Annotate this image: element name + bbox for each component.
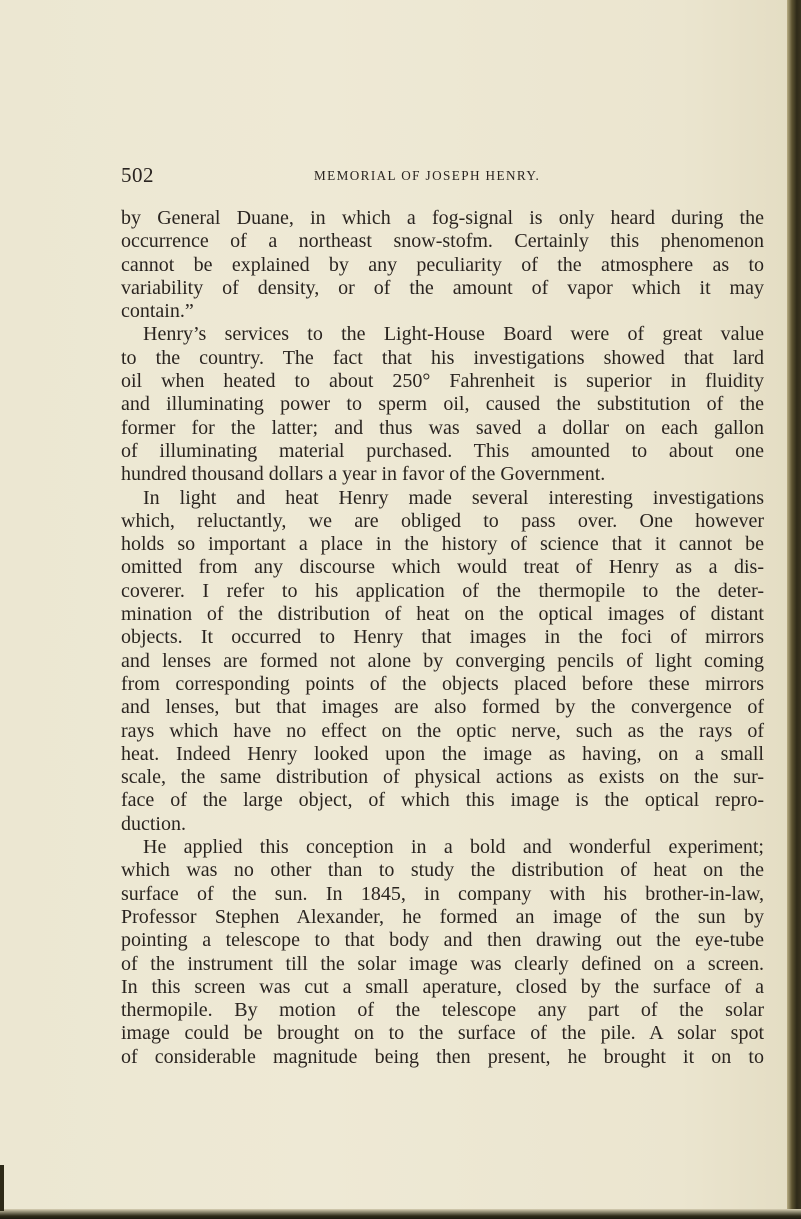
page-corner-shadow [0,1165,4,1211]
text-line: of considerable magnitude being then present, he brought it on to [121,1045,764,1068]
running-head: MEMORIAL OF JOSEPH HENRY. [314,168,541,183]
text-line: thermopile. By motion of the telescope any part of the solar [121,999,764,1022]
text-line: In light and heat Henry made several interesting investigations [143,486,764,509]
text-line: coverer. I refer to his application of the thermopile to the deter- [121,579,764,602]
text-line: variability of density, or of the amount of vapor which it may [121,276,764,299]
page-number: 502 [121,163,154,187]
page-binding-edge [787,0,801,1219]
text-line: duction. [121,812,186,835]
text-line: of illuminating material purchased. This amounted to about one [121,439,764,462]
text-line: Henry’s services to the Light-House Board were of great value [143,323,764,346]
text-line: and illuminating power to sperm oil, caused the substitution of the [121,393,764,416]
text-line: which, reluctantly, we are obliged to pass over. One however [121,509,764,532]
text-line: He applied this conception in a bold and wonderful experiment; [143,836,764,859]
text-line: contain.” [121,300,194,323]
page-bottom-edge [0,1209,801,1219]
text-line: face of the large object, of which this image is the optical repro- [121,789,764,812]
text-line: former for the latter; and thus was saved a dollar on each gallon [121,416,764,439]
text-line: rays which have no effect on the optic nerve, such as the rays of [121,719,764,742]
text-line: to the country. The fact that his investigations showed that lard [121,346,764,369]
text-line: cannot be explained by any peculiarity of the atmosphere as to [121,253,764,276]
text-line: Professor Stephen Alexander, he formed an image of the sun by [121,905,764,928]
text-line: which was no other than to study the distribution of heat on the [121,859,764,882]
text-line: hundred thousand dollars a year in favor of the Government. [121,463,606,486]
text-line: pointing a telescope to that body and then drawing out the eye-tube [121,929,764,952]
text-line: objects. It occurred to Henry that images in the foci of mirrors [121,626,764,649]
text-line: from corresponding points of the objects placed before these mirrors [121,672,764,695]
text-line: and lenses are formed not alone by converging pencils of light coming [121,649,764,672]
text-line: holds so important a place in the history of science that it cannot be [121,533,764,556]
text-line: by General Duane, in which a fog-signal is only heard during the [121,207,764,229]
text-line: mination of the distribution of heat on the optical images of distant [121,603,764,626]
text-line: oil when heated to about 250° Fahrenheit is superior in fluidity [121,370,764,393]
text-line: image could be brought on to the surface of the pile. A solar spot [121,1022,764,1045]
text-line: and lenses, but that images are also formed by the convergence of [121,696,764,719]
text-line: scale, the same distribution of physical actions as exists on the sur- [121,766,764,789]
text-line: omitted from any discourse which would treat of Henry as a dis- [121,556,764,579]
text-line: heat. Indeed Henry looked upon the image as having, on a small [121,742,764,765]
text-line: occurrence of a northeast snow-stofm. Certainly this phenomenon [121,230,764,253]
body-text [121,207,764,1069]
text-line: surface of the sun. In 1845, in company with his brother-in-law, [121,882,764,905]
text-line: of the instrument till the solar image was clearly defined on a screen. [121,952,764,975]
page-header [121,163,761,193]
text-line: In this screen was cut a small aperature, closed by the surface of a [121,975,764,998]
